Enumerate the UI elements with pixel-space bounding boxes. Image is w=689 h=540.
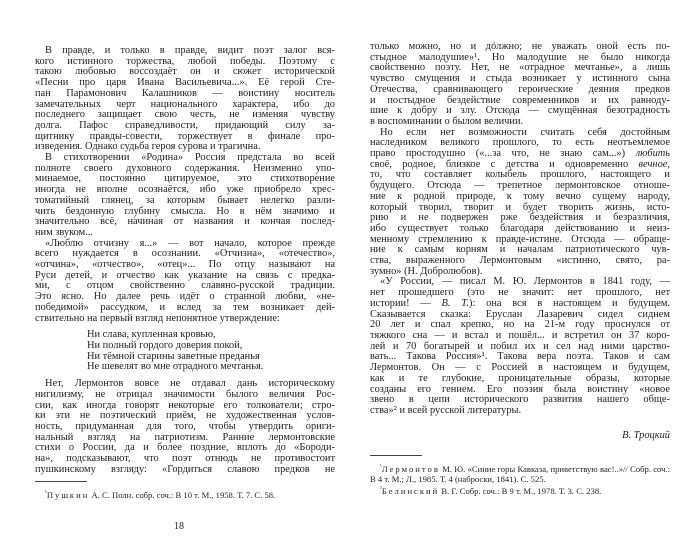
text-line: как и те глубокие, проницательные образы, которые bbox=[370, 372, 670, 384]
text-line: такою любовью воссоздаёт он и сюжет исторической bbox=[35, 66, 335, 78]
text-line: Нет, Лермонтов вовсе не отдавал дань историческому bbox=[45, 378, 335, 390]
text-line: «Песни про царя Ивана Васильевича...». Её герой Сте- bbox=[35, 77, 335, 89]
poem-line: Ни слава, купленная кровью, bbox=[87, 329, 216, 341]
text-segment: ): она вся в настоящем и будущем. bbox=[469, 297, 671, 309]
footnote-author: Белинский bbox=[381, 486, 440, 497]
text-line: ние к самым корням и началам патриотического чув- bbox=[370, 244, 670, 256]
text-line: Это ясно. Но далее речь идёт о странной любви, «не- bbox=[35, 291, 335, 303]
text-line bbox=[370, 299, 670, 310]
text-line: который творил, творит и будет творить жизнь, исто- bbox=[370, 201, 670, 213]
text-line: ним звуком... bbox=[35, 226, 94, 238]
text-line: шие к добру и злу. Отсюда — смущённая безотрадность bbox=[370, 105, 670, 117]
italic-text: В. Т. bbox=[441, 297, 469, 309]
footnote-author: Лермонтов bbox=[381, 464, 440, 475]
text-line: на», подсказывают, что поэт отнюдь не противостоит bbox=[35, 453, 335, 465]
text-line: ние к родной природе, к тому вечно сущему народу, bbox=[370, 190, 670, 202]
text-line: вать... Такова Россия»¹. Такова вера поэта. Таков и сам bbox=[370, 351, 670, 363]
text-line: долга. Пафос справедливости, придающий силу за- bbox=[35, 119, 335, 131]
text-line: нигилизму, не отрицал значимости былого величия Рос- bbox=[35, 388, 335, 400]
text-line: нальный взгляд на патриотизм. Ранние лермонтовские bbox=[35, 431, 335, 443]
italic-text: вечное bbox=[638, 158, 668, 170]
text-line: наследником великого прошлого, то есть неотъемлемое bbox=[370, 137, 670, 149]
footnote-divider bbox=[370, 455, 422, 456]
poem-line: Ни полный гордого доверия покой, bbox=[87, 339, 243, 351]
text-line: «Люблю отчизну я...» — вот начало, которое прежде bbox=[45, 237, 335, 249]
text-line: ибо существует только благодаря действованию и неиз- bbox=[370, 222, 670, 234]
paragraph bbox=[35, 239, 335, 325]
text-line: зумно» (Н. Добролюбов). bbox=[370, 265, 483, 277]
text-line: рию и не подвержен ржe бездействия и безразличия, bbox=[370, 212, 670, 224]
text-line: нет прошедшего (это не значит: нет прошлого, нет bbox=[370, 287, 670, 299]
text-segment: истории! — bbox=[370, 297, 442, 309]
text-line: Руси детей, и отчество как указание на связь с предка- bbox=[35, 269, 335, 281]
text-line: В правде, и только в правде, видит поэт залог вся- bbox=[45, 45, 335, 56]
author-signature: В. Троцкий bbox=[622, 429, 670, 441]
poem-quote bbox=[87, 330, 335, 373]
text-line: стыдное малодушие»¹. Но малодушие не было никогда bbox=[370, 51, 670, 63]
text-line: свойственно поэту. Нет, не «отрадное мечтанье», а лишь bbox=[370, 62, 670, 74]
right-footnotes bbox=[370, 462, 670, 496]
left-page-body bbox=[35, 46, 335, 475]
text-line: Но если нет возможности считать себя достойным bbox=[380, 126, 670, 138]
poem-line: Ни тёмной старины заветные преданья bbox=[87, 350, 260, 362]
text-line: будущего. Отсюда — трепетное лермонтовское отноше- bbox=[370, 180, 670, 192]
text-line: «У России, — писал М. Ю. Лермонтов в 1841 году, — bbox=[380, 276, 670, 288]
text-line: полноте своего духовного содержания. Неизменно упо- bbox=[35, 162, 335, 174]
footnote bbox=[370, 462, 670, 484]
footnote-author: Пушкин bbox=[46, 490, 90, 501]
text-line: 20 лет и спал крепко, но на 21-м году проснулся от bbox=[370, 319, 670, 331]
footnote-divider bbox=[35, 481, 87, 482]
left-footnotes bbox=[35, 488, 335, 500]
text-line: ми, с отцом свойственно славяно-русской традиции. bbox=[35, 280, 335, 292]
text-line: томатийный глянец, за которым бывает нелегко разли- bbox=[35, 194, 335, 206]
paragraph bbox=[35, 379, 335, 475]
text-line: то, что составляет колыбель прошлого, настоящего и bbox=[370, 169, 670, 181]
text-line: и постыдное бездействие современников и их равноду- bbox=[370, 94, 670, 106]
left-page-text bbox=[35, 46, 335, 500]
paragraph bbox=[35, 153, 335, 239]
text-line: Лермонтов. Он — с Россией в настоящем и будущем, bbox=[370, 362, 670, 374]
text-line: всего нуждается в осознании. «Отчизна», «отечество», bbox=[35, 248, 335, 260]
text-line: ства, выраженного Лермонтовым «истинно, свято, ра- bbox=[370, 255, 670, 267]
text-line: последнего защищает свою честь, не изменяя чувству bbox=[35, 109, 335, 121]
text-line: лей и 70 богатырей и побил их и сел над ними царство- bbox=[370, 340, 670, 352]
right-page-text bbox=[370, 42, 670, 496]
text-line: иногда не вполне осознаётся, ибо уже приобрело хрес- bbox=[35, 184, 335, 196]
text-line: менному стремлению к правде-истине. Отсюда — обраще- bbox=[370, 233, 670, 245]
footnote bbox=[35, 488, 335, 500]
footnote bbox=[370, 484, 670, 496]
text-line: только можно, но и дóлжно; не уважать оной есть по- bbox=[370, 41, 670, 52]
text-line: минаемое, постоянно цитируемое, это стихотворение bbox=[35, 173, 335, 185]
text-line: стихи о России, да и более поздние, вплоть до «Бороди- bbox=[35, 442, 335, 454]
page-number: 18 bbox=[174, 521, 184, 532]
text-line: В стихотворении «Родина» Россия предстала во всей bbox=[45, 152, 335, 164]
text-line: звено в цепи исторического развития нашего обще- bbox=[370, 394, 670, 406]
text-line: пушкинскому взгляду: «Гордиться славою предков не bbox=[35, 463, 335, 475]
italic-text: любить bbox=[635, 148, 670, 160]
text-line: ствительно на первый взгляд непонятное утверждение: bbox=[35, 312, 280, 324]
text-line: значительно всё, начиная от названия и кончая послед- bbox=[35, 216, 335, 228]
text-segment: своё, родное, близкое с детства и одновременно bbox=[370, 158, 639, 170]
text-line: Отечества, сравнивающего героические деяния предков bbox=[370, 83, 670, 95]
text-line: ки эти не поэтический приём, не художественная услов- bbox=[35, 410, 335, 422]
text-line: чить бездонную глубину смысла. Но в нём значимо и bbox=[35, 205, 335, 217]
text-segment: , bbox=[667, 158, 670, 170]
text-line: в воспоминании о былом величии. bbox=[370, 115, 524, 127]
footnote-mark: ¹ bbox=[380, 464, 382, 471]
text-line: Сказывается сказка: Еруслан Лазаревич сидел сиднем bbox=[370, 308, 670, 320]
poem-line: Не шевелят во мне отрадного мечтанья. bbox=[87, 361, 264, 373]
text-line: пан Парамонович Калашников — воистину носитель bbox=[35, 87, 335, 99]
footnote-text: М. Ю. «Синие горы Кавказа, приветствую вас!..»// Собр. соч.: В 4 т. М.; Л., 1985. Т. 4 (наброски, 1841). С. 525. bbox=[370, 464, 670, 485]
text-segment: право простодушно («...за что, не знаю сам...») bbox=[370, 148, 636, 160]
right-page-body bbox=[370, 42, 670, 417]
footnote-text: В. Г. Собр. соч.: В 9 т. М., 1978. Т. 3. С. 238. bbox=[439, 486, 602, 497]
footnote-text: А. С. Полн. собр. соч.: В 10 т. М., 1958. Т. 7. С. 58. bbox=[89, 490, 276, 501]
text-line: победимой» рассудком, и вслед за тем возникает дей- bbox=[35, 301, 335, 313]
text-line: чувство смущения и стыда возникает у истинного сына bbox=[370, 73, 670, 85]
text-line: замечательных черт национального характера, ибо до bbox=[35, 98, 335, 110]
text-line: «отчина», «отчество», «отец»... По отцу называют на bbox=[35, 259, 335, 271]
text-line: кого истинного торжества, любой победы. Поэтому с bbox=[35, 55, 335, 67]
paragraph bbox=[35, 46, 335, 153]
text-line: тяжкого сна — и встал и пошёл... и встретил он 37 коро- bbox=[370, 329, 670, 341]
paragraph bbox=[370, 42, 670, 128]
text-line: щитнику правды-совести, торжествует в финале про- bbox=[35, 130, 335, 142]
text-line: сии, как иногда говорят некоторые его толкователи; стро- bbox=[35, 399, 335, 411]
text-line: созданы его гением. Его поэзия была воистину «новое bbox=[370, 383, 670, 395]
paragraph bbox=[370, 128, 670, 278]
text-line: ность, придуманная для того, чтобы утвердить ориги- bbox=[35, 420, 335, 432]
text-line: изведения. Однако судьба героя сурова и трагична. bbox=[35, 141, 261, 153]
text-line: ства»² и всей русской литературы. bbox=[370, 404, 522, 416]
footnote-mark: ¹ bbox=[45, 490, 47, 497]
footnote-mark: ² bbox=[380, 486, 382, 493]
paragraph bbox=[370, 277, 670, 416]
